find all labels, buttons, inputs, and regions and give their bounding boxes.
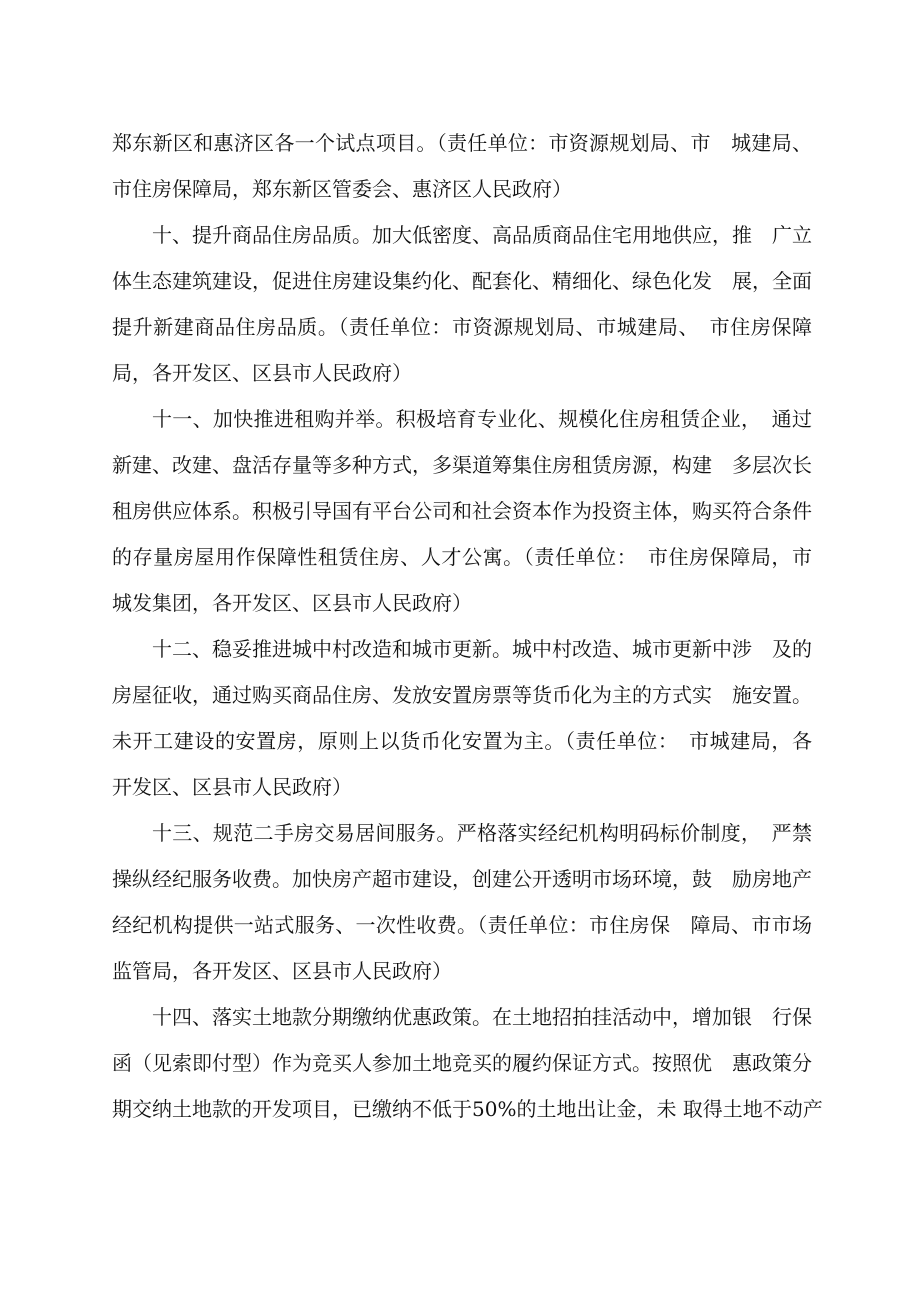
text-line: 十三、规范二手房交易居间服务。严格落实经纪机构明码标价制度， 严禁	[152, 821, 812, 845]
text-line: 城发集团，各开发区、区县市人民政府）	[112, 591, 472, 615]
document-body	[112, 126, 823, 1138]
paragraph-continued	[112, 126, 812, 218]
text-line: 未开工建设的安置房，原则上以货币化安置为主。（责任单位： 市城建局，各	[112, 729, 812, 753]
paragraph-item-12	[112, 632, 812, 816]
text-line: 十、提升商品住房品质。加大低密度、高品质商品住宅用地供应，推 广立	[152, 223, 812, 247]
text-line: 新建、改建、盘活存量等多种方式，多渠道筹集住房租赁房源，构建 多层次长	[112, 453, 812, 477]
text-line: 操纵经纪服务收费。加快房产超市建设，创建公开透明市场环境，鼓 励房地产	[112, 867, 812, 891]
text-line: 函（见索即付型）作为竞买人参加土地竞买的履约保证方式。按照优 惠政策分	[112, 1051, 812, 1075]
text-line: 市住房保障局，郑东新区管委会、惠济区人民政府）	[112, 177, 572, 201]
paragraph-item-14	[112, 1000, 823, 1138]
text-line: 局，各开发区、区县市人民政府）	[112, 361, 412, 385]
text-line: 郑东新区和惠济区各一个试点项目。（责任单位：市资源规划局、市 城建局、	[112, 131, 812, 155]
text-line: 房屋征收，通过购买商品住房、发放安置房票等货币化为主的方式实 施安置。	[112, 683, 812, 707]
text-line: 经纪机构提供一站式服务、一次性收费。（责任单位：市住房保 障局、市市场	[112, 913, 812, 937]
paragraph-item-13	[112, 816, 812, 1000]
text-line: 体生态建筑建设，促进住房建设集约化、配套化、精细化、绿色化发 展，全面	[112, 269, 812, 293]
text-line: 的存量房屋用作保障性租赁住房、人才公寓。（责任单位： 市住房保障局，市	[112, 545, 812, 569]
text-line: 十一、加快推进租购并举。积极培育专业化、规模化住房租赁企业， 通过	[152, 407, 812, 431]
paragraph-item-11	[112, 402, 812, 632]
text-line: 十二、稳妥推进城中村改造和城市更新。城中村改造、城市更新中涉 及的	[152, 637, 812, 661]
text-line: 开发区、区县市人民政府）	[112, 775, 352, 799]
text-line: 监管局，各开发区、区县市人民政府）	[112, 959, 452, 983]
text-line: 提升新建商品住房品质。（责任单位：市资源规划局、市城建局、 市住房保障	[112, 315, 812, 339]
text-line: 期交纳土地款的开发项目，已缴纳不低于50%的土地出让金，未 取得土地不动产	[112, 1097, 823, 1121]
text-line: 十四、落实土地款分期缴纳优惠政策。在土地招拍挂活动中，增加银 行保	[152, 1005, 812, 1029]
text-line: 租房供应体系。积极引导国有平台公司和社会资本作为投资主体，购买符合条件	[112, 499, 812, 523]
paragraph-item-10	[112, 218, 812, 402]
